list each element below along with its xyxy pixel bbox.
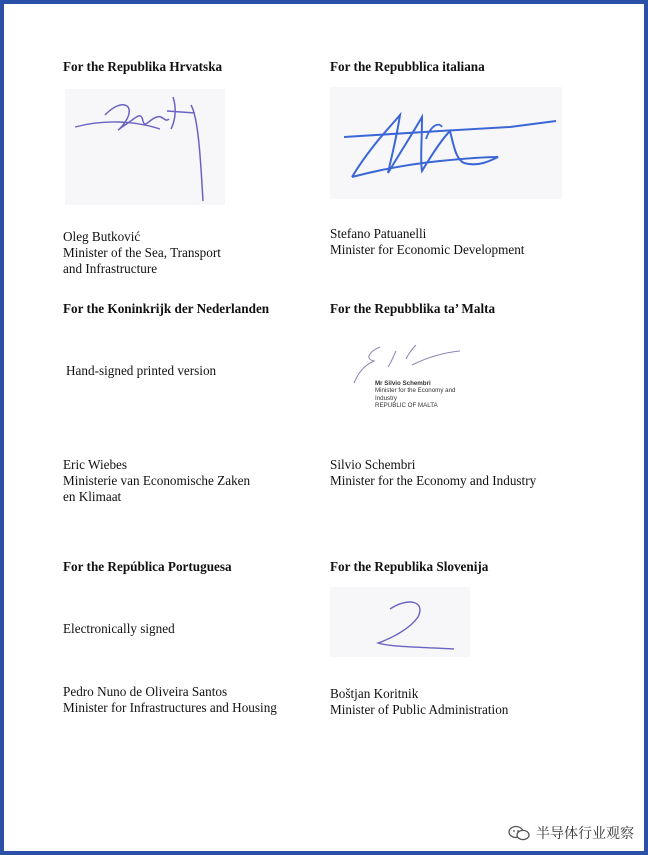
signature-croatia: [65, 89, 225, 205]
signature-italy: [330, 87, 562, 199]
document-page: [10, 7, 638, 851]
signer-name-malta: Silvio Schembri: [330, 457, 416, 472]
signer-title-italy-1: Minister for Economic Development: [330, 242, 525, 257]
signer-title-slovenia-1: Minister of Public Administration: [330, 702, 509, 717]
malta-stamp: Mr Silvio Schembri Minister for the Economy and Industry REPUBLIC OF MALTA: [375, 380, 456, 410]
watermark: [508, 823, 634, 843]
signer-name-netherlands: Eric Wiebes: [63, 457, 128, 472]
header-slovenia: For the Republika Slovenija: [330, 559, 489, 574]
watermark-text: 半导体行业观察: [536, 826, 634, 842]
signature-note-portugal: Electronically signed: [63, 621, 175, 636]
signer-name-croatia: Oleg Butković: [63, 229, 141, 244]
header-portugal: For the República Portuguesa: [63, 559, 232, 574]
header-italy: For the Repubblica italiana: [330, 59, 485, 74]
signer-title-croatia-2: and Infrastructure: [63, 261, 158, 276]
signer-name-italy: Stefano Patuanelli: [330, 226, 427, 241]
header-malta: For the Repubblika ta’ Malta: [330, 301, 496, 316]
header-netherlands: For the Koninkrijk der Nederlanden: [63, 301, 270, 316]
signer-title-croatia-1: Minister of the Sea, Transport: [63, 245, 221, 260]
header-croatia: For the Republika Hrvatska: [63, 59, 223, 74]
signer-title-netherlands-2: en Klimaat: [63, 489, 122, 504]
signature-slovenia: [330, 587, 470, 657]
signer-title-portugal-1: Minister for Infrastructures and Housing: [63, 700, 277, 715]
signature-note-netherlands: Hand-signed printed version: [66, 363, 217, 378]
signer-name-portugal: Pedro Nuno de Oliveira Santos: [63, 684, 228, 699]
signer-name-slovenia: Boštjan Koritnik: [330, 686, 419, 701]
signer-title-malta-1: Minister for the Economy and Industry: [330, 473, 537, 488]
wechat-icon: [508, 824, 530, 842]
signer-title-netherlands-1: Ministerie van Economische Zaken: [63, 473, 251, 488]
